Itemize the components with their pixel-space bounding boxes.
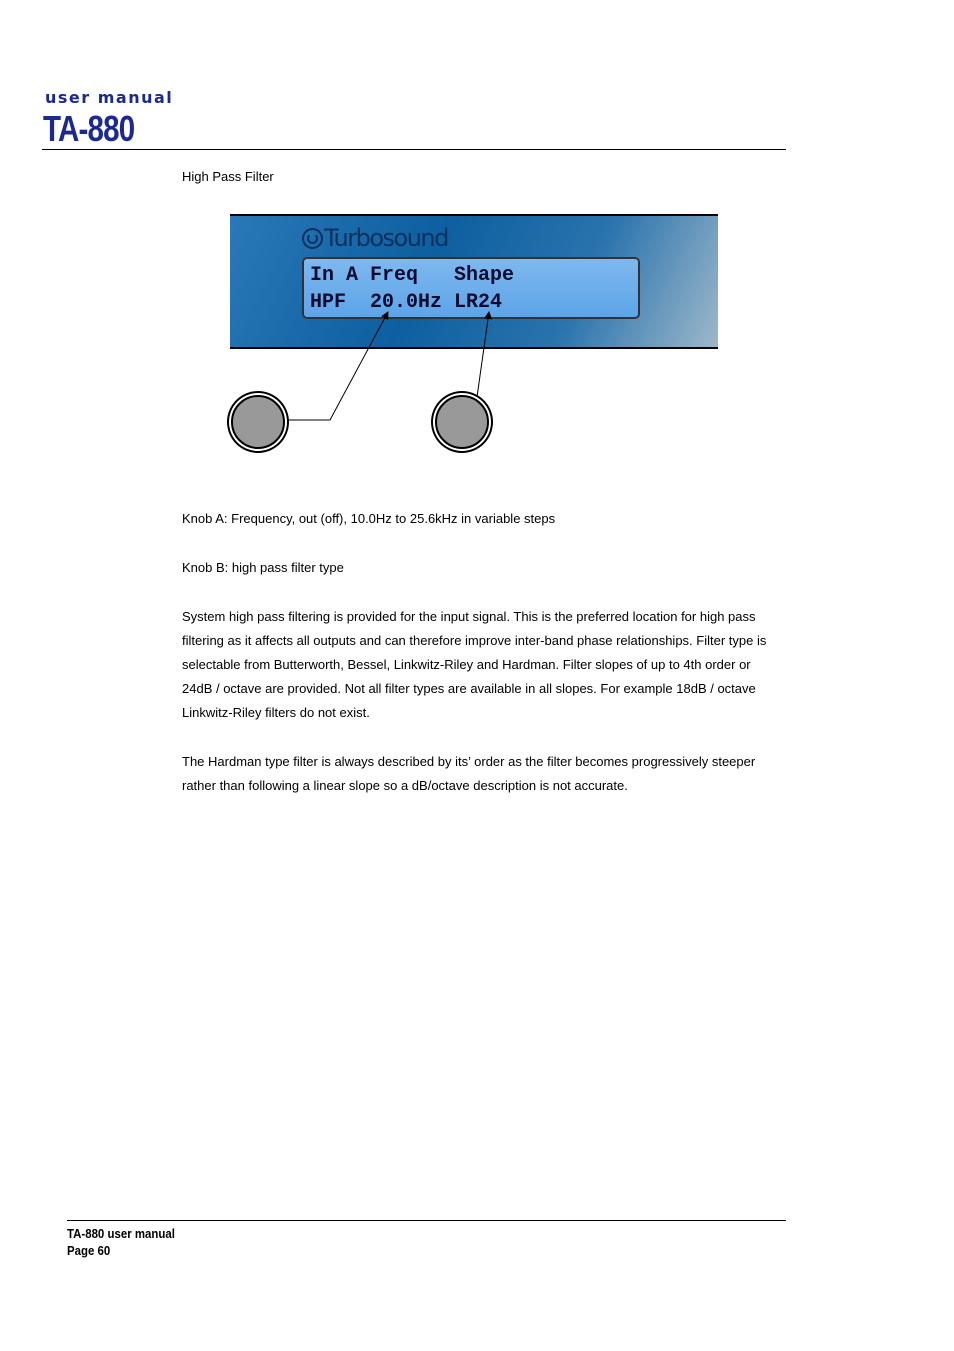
header-subtitle: user manual — [45, 88, 174, 107]
knob-b-connector — [477, 312, 489, 397]
section-heading: High Pass Filter — [182, 169, 274, 184]
paragraph-hpf: System high pass filtering is provided for the input signal. This is the preferred location for high pass filtering as it affects all outputs and can therefore improve inter-band phase relationships. Filter type is selectable from Butterworth, Bessel, Linkwitz-Riley and Hardman. Filter slopes of up to 4th order or 24dB / octave are provided. Not all filter types are available in all slopes. For example 18dB / octave Linkwitz-Riley filters do not exist. — [182, 609, 767, 720]
footer-page: Page 60 — [67, 1243, 111, 1258]
knob-a[interactable] — [231, 395, 285, 449]
header-title: TA-880 — [43, 108, 135, 149]
knob-a-description: Knob A: Frequency, out (off), 10.0Hz to 25.6kHz in variable steps — [182, 511, 556, 526]
knob-b-description: Knob B: high pass filter type — [182, 560, 344, 575]
lcd-line-2: HPF 20.0Hz LR24 — [310, 291, 503, 314]
footer-rule — [67, 1220, 786, 1221]
brand-name: Turbosound — [324, 224, 448, 252]
paragraph-hardman: The Hardman type filter is always described by its’ order as the filter becomes progressively steeper rather than following a linear slope so a dB/octave description is not accurate. — [182, 754, 756, 793]
footer-manual: TA-880 user manual — [67, 1226, 175, 1241]
knob-a-connector — [285, 312, 388, 420]
lcd-line-1: In A Freq Shape — [310, 264, 515, 287]
knob-b[interactable] — [435, 395, 489, 449]
